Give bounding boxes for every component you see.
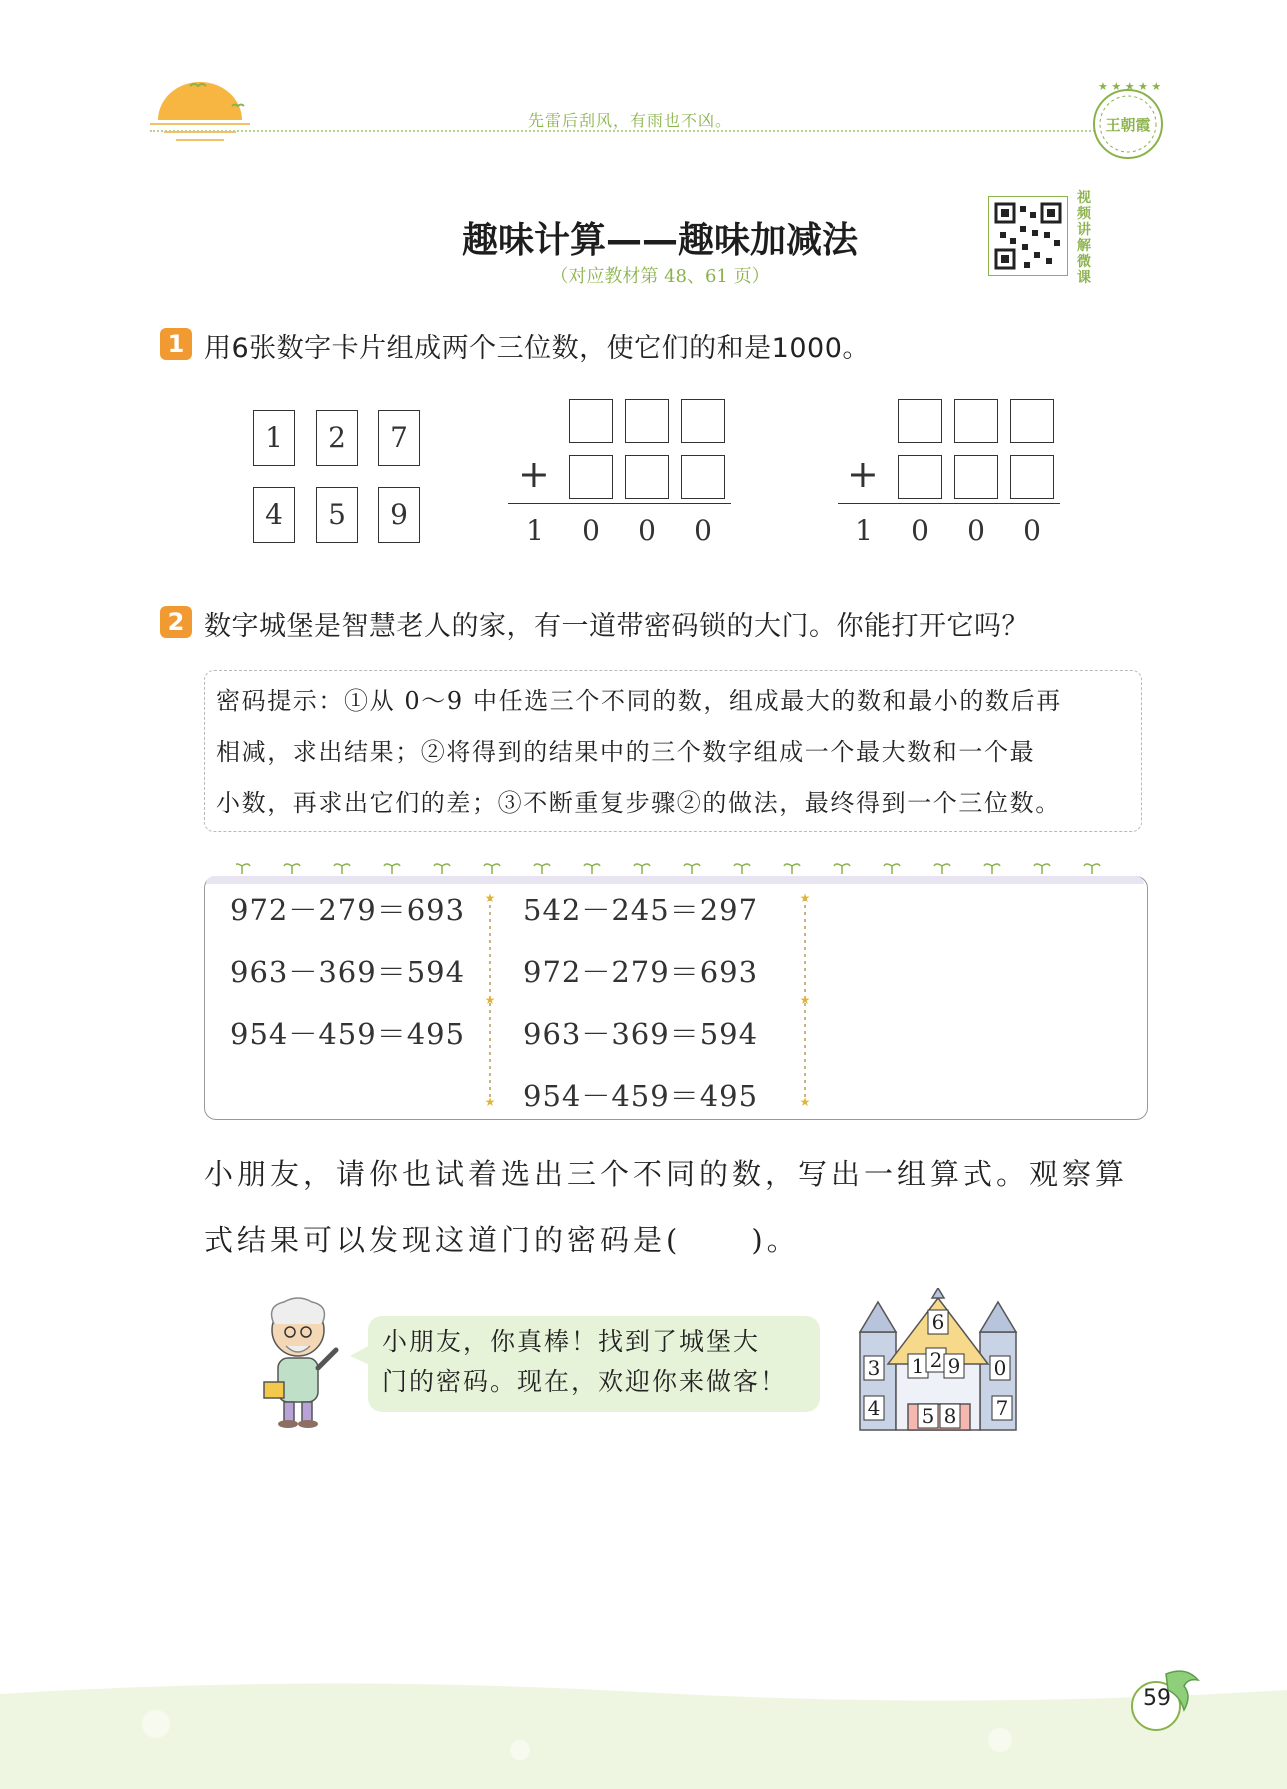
sum-line [508,503,731,504]
svg-text:★: ★ [799,993,811,1007]
sprout-row-decoration-icon [236,858,1116,876]
sum-digit: 1 [526,514,544,547]
svg-text:★: ★ [484,1095,496,1108]
hint-line: 密码提示：①从 0～9 中任选三个不同的数，组成最大的数和最小的数后再 [216,687,1062,715]
answer-blank[interactable] [681,399,725,443]
speech-bubble-text [382,1322,818,1402]
castle-digit: 3 [867,1356,881,1380]
prompt-line-2-suffix: )。 [751,1223,800,1257]
number-card: 5 [316,487,358,543]
brand-name: 王朝霞 [1105,116,1151,134]
castle-digit: 9 [947,1354,961,1378]
answer-blank[interactable] [569,455,613,499]
bubble-line: 门的密码。现在，欢迎你来做客！ [382,1367,788,1396]
page-subtitle: （对应教材第 48、61 页） [550,266,770,287]
question-2-text: 数字城堡是智慧老人的家，有一道带密码锁的大门。你能打开它吗？ [204,611,1029,642]
answer-blank[interactable] [569,399,613,443]
answer-blank[interactable] [625,399,669,443]
equation: 954－459＝495 [523,1079,759,1113]
qr-caption: 视频讲解微课 [1077,190,1091,286]
sunrise-logo-icon [150,72,250,152]
answer-blank[interactable] [898,455,942,499]
equation: 963－369＝594 [523,1017,759,1051]
number-card: 7 [378,410,420,466]
equation: 972－279＝693 [230,893,466,927]
castle-digit: 7 [995,1396,1009,1420]
number-castle-illustration-icon [852,1288,1024,1434]
plus-sign: + [847,452,879,496]
hint-line: 小数，再求出它们的差；③不断重复步骤②的做法，最终得到一个三位数。 [216,789,1061,817]
answer-blank[interactable] [898,399,942,443]
castle-digit: 4 [867,1396,881,1420]
page-number: 59 [1143,1686,1171,1711]
question-2-badge: 2 [160,606,192,638]
wise-elder-illustration-icon [248,1296,348,1432]
hint-text [216,676,1136,829]
castle-digit: 5 [921,1404,935,1428]
equation: 963－369＝594 [230,955,466,989]
number-card: 2 [316,410,358,466]
number-card: 1 [253,410,295,466]
plus-sign: + [518,452,550,496]
castle-digit: 2 [929,1348,943,1372]
sum-digit: 0 [967,514,985,547]
svg-text:★ ★ ★ ★ ★: ★ ★ ★ ★ ★ [1098,80,1162,93]
brand-badge-icon [1088,78,1168,164]
castle-digit: 0 [993,1356,1007,1380]
svg-text:★: ★ [799,891,811,905]
question-1-text: 用6张数字卡片组成两个三位数，使它们的和是1000。 [204,333,870,364]
svg-text:★: ★ [484,993,496,1007]
equation-panel-band [206,876,1144,884]
prompt-line-2-prefix: 式结果可以发现这道门的密码是( [204,1223,682,1257]
header-motto: 先雷后刮风，有雨也不凶。 [527,111,732,130]
svg-text:★: ★ [484,891,496,905]
answer-blank[interactable] [954,455,998,499]
castle-digit: 6 [931,1310,945,1334]
sum-digit: 0 [582,514,600,547]
sum-digit: 0 [911,514,929,547]
dotted-divider [795,888,815,1108]
svg-text:★: ★ [799,1095,811,1108]
prompt-line-1: 小朋友，请你也试着选出三个不同的数，写出一组算式。观察算 [204,1157,1129,1191]
answer-blank[interactable] [954,399,998,443]
question-1-badge: 1 [160,328,192,360]
castle-digit: 1 [911,1354,925,1378]
answer-blank[interactable] [1010,455,1054,499]
number-card: 4 [253,487,295,543]
dotted-divider [480,888,500,1108]
answer-blank[interactable] [1010,399,1054,443]
sum-line [838,503,1060,504]
qr-code-icon[interactable] [988,196,1068,276]
answer-blank[interactable] [681,455,725,499]
equation: 542－245＝297 [523,893,759,927]
hint-line: 相减，求出结果；②将得到的结果中的三个数字组成一个最大数和一个最 [216,738,1036,766]
sum-digit: 1 [855,514,873,547]
sum-digit: 0 [1023,514,1041,547]
equation: 972－279＝693 [523,955,759,989]
answer-blank[interactable] [625,455,669,499]
castle-digit: 8 [943,1404,957,1428]
equation: 954－459＝495 [230,1017,466,1051]
page-title: 趣味计算——趣味加减法 [461,220,858,261]
prompt-line-2 [204,1218,800,1259]
footer-wave-decoration [0,1680,1287,1789]
sum-digit: 0 [638,514,656,547]
number-card: 9 [378,487,420,543]
bubble-line: 小朋友，你真棒！找到了城堡大 [382,1327,761,1356]
sum-digit: 0 [694,514,712,547]
